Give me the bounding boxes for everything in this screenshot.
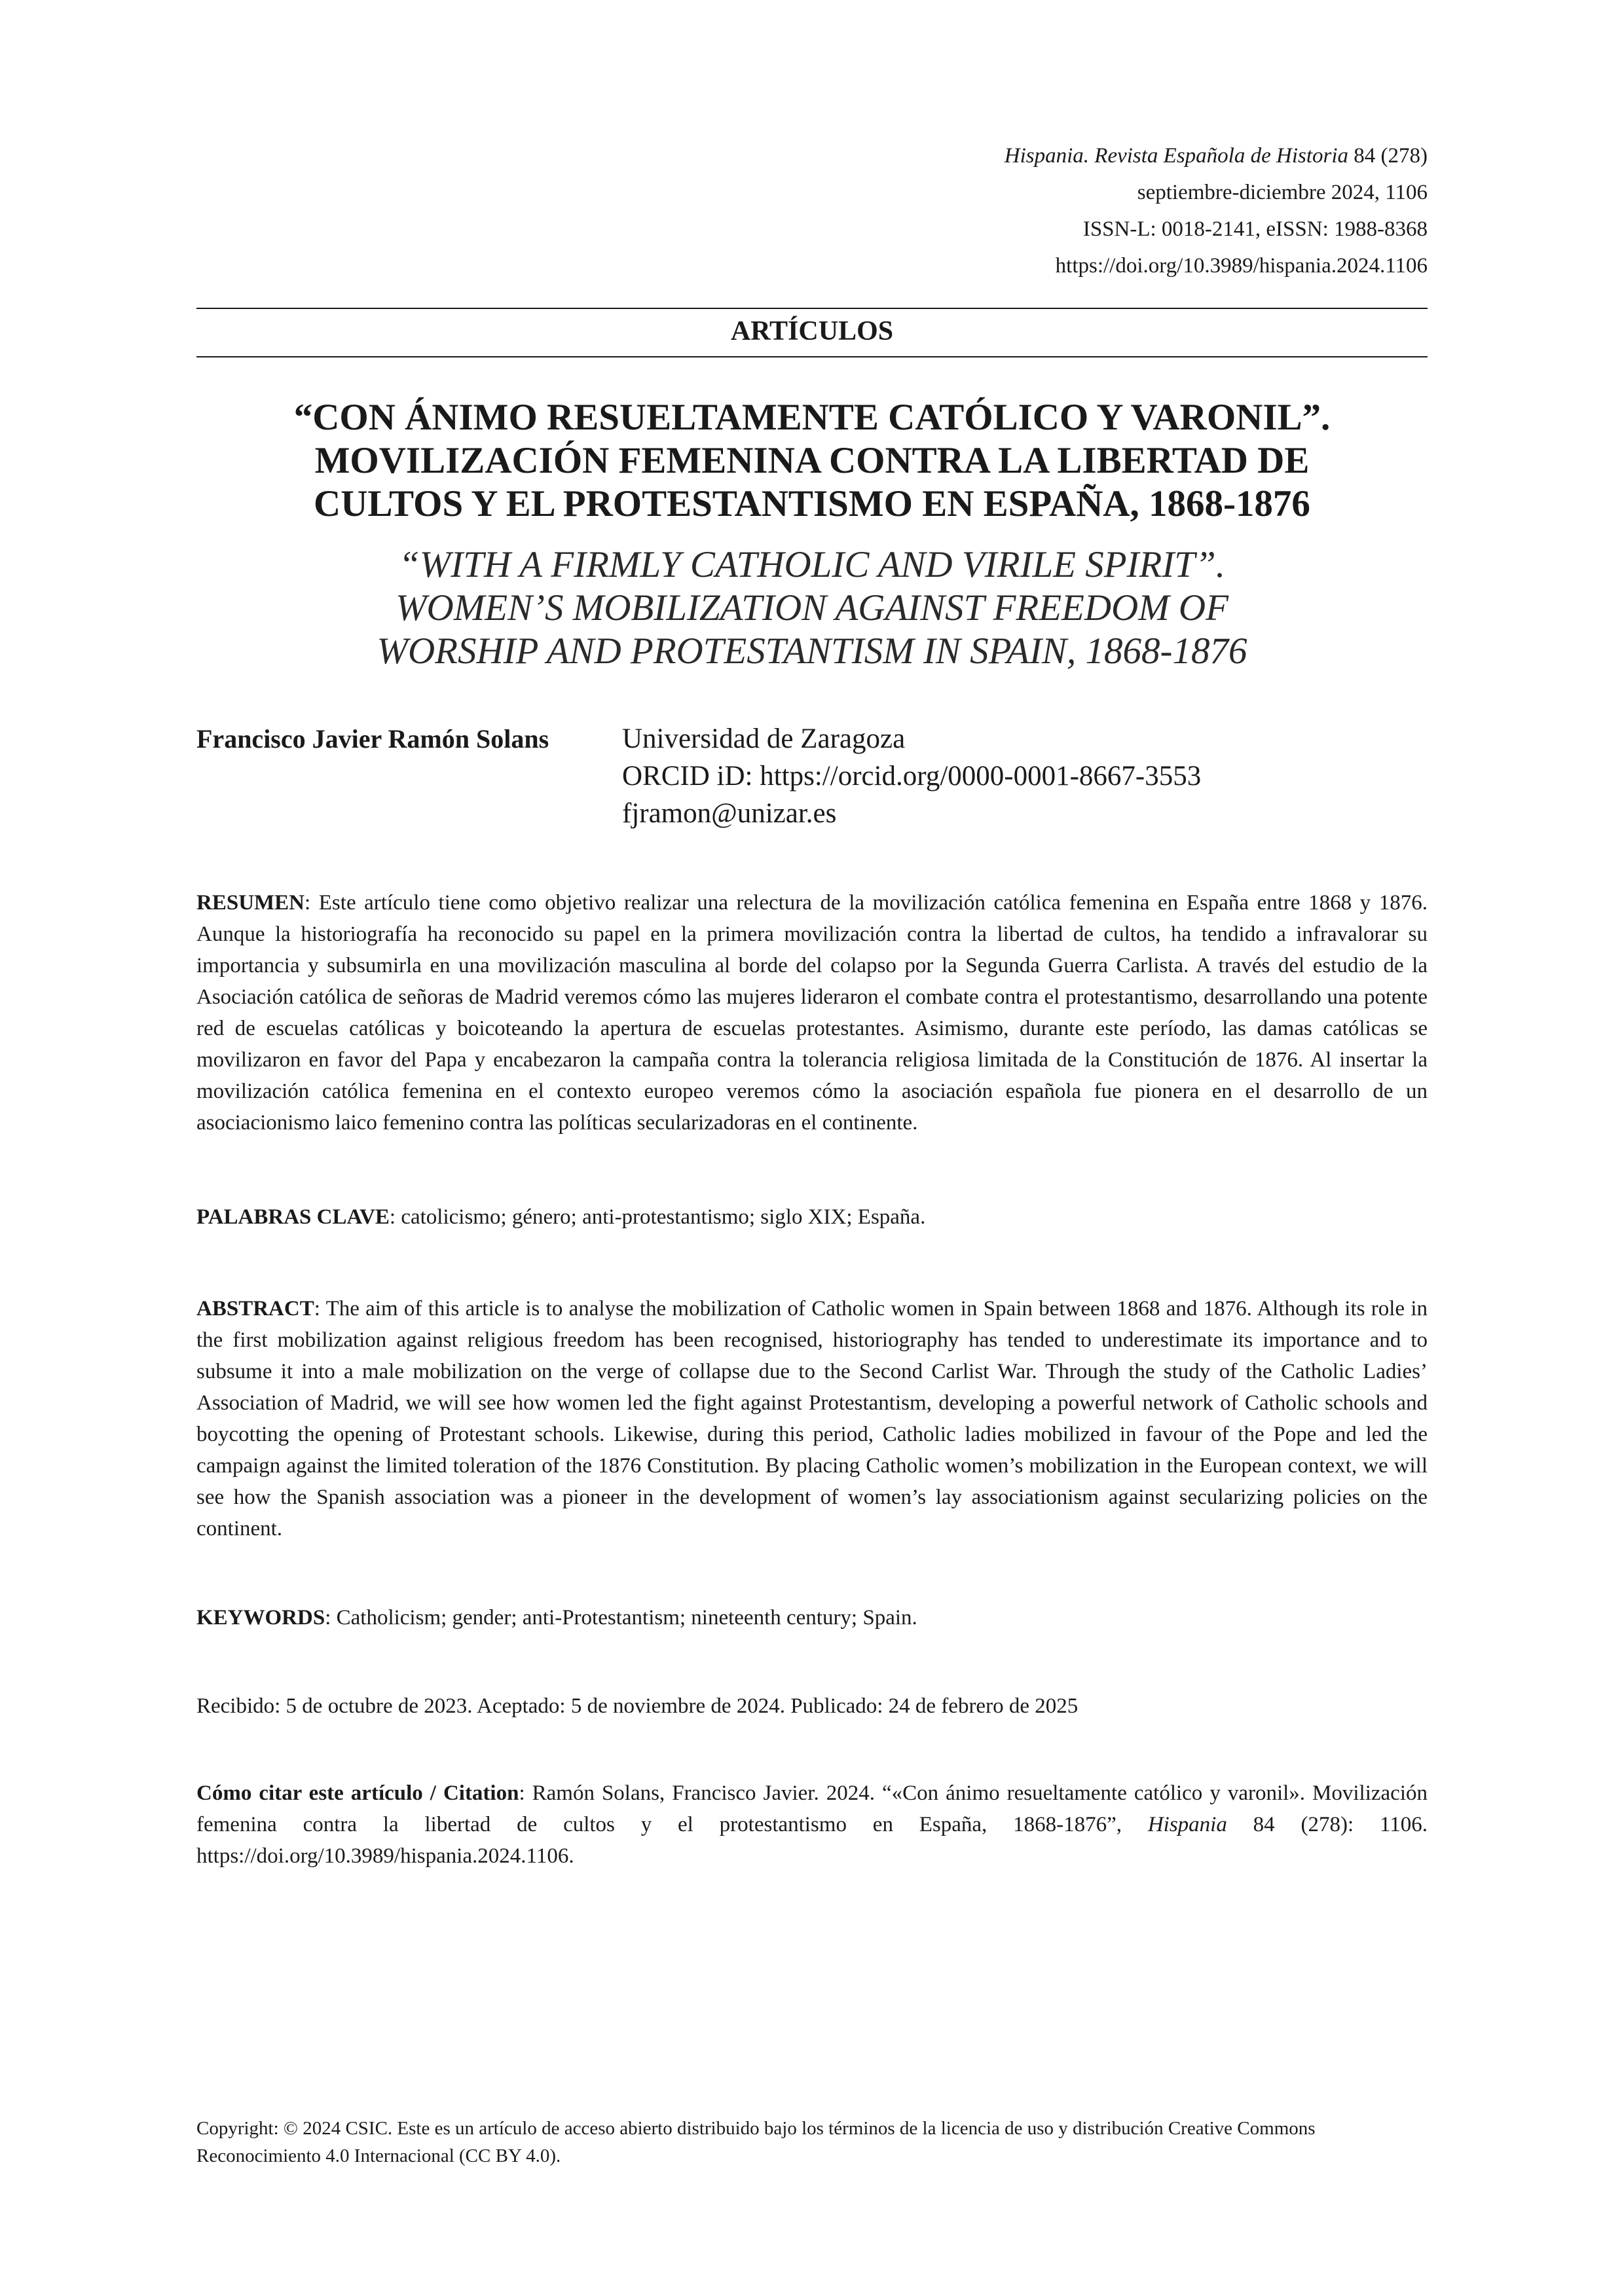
article-page — [196, 0, 1428, 2296]
publication-dates: Recibido: 5 de octubre de 2023. Aceptado: 5 de noviembre de 2024. Publicado: 24 de febrero de 2025 — [196, 1694, 1079, 1718]
journal-name: Hispania. Revista Española de Historia — [1004, 144, 1349, 168]
journal-doi: https://doi.org/10.3989/hispania.2024.1106 — [1055, 254, 1428, 278]
title-es-line: CULTOS Y EL PROTESTANTISMO EN ESPAÑA, 1868-1876 — [314, 483, 1310, 524]
palabras-clave-label: PALABRAS CLAVE — [196, 1205, 390, 1229]
citation-text-after: 84 (278): 1106. https://doi.org/10.3989/hispania.2024.1106. — [196, 1813, 1428, 1868]
journal-volume: 84 (278) — [1354, 144, 1428, 168]
palabras-clave-text: : catolicismo; género; anti-protestantismo; siglo XIX; España. — [389, 1205, 926, 1229]
title-spanish — [196, 396, 1428, 526]
title-english — [196, 543, 1428, 673]
section-heading: ARTÍCULOS — [196, 308, 1428, 357]
author-email: fjramon@unizar.es — [622, 798, 837, 829]
title-es-line: “CON ÁNIMO RESUELTAMENTE CATÓLICO Y VARONIL”. — [293, 397, 1331, 438]
journal-issn: ISSN-L: 0018-2141, eISSN: 1988-8368 — [1082, 217, 1428, 241]
palabras-clave-paragraph — [196, 1201, 1428, 1233]
author-name: Francisco Javier Ramón Solans — [196, 724, 549, 754]
citation-text-before: : Ramón Solans, Francisco Javier. 2024. “«Con ánimo resueltamente católico y varonil». Movilización femenina contra la libertad de cultos y el protestantismo en España, 1868-1876”, — [196, 1781, 1428, 1836]
title-es-line: MOVILIZACIÓN FEMENINA CONTRA LA LIBERTAD DE — [314, 440, 1310, 481]
resumen-label: RESUMEN — [196, 891, 305, 915]
resumen-paragraph — [196, 887, 1428, 1139]
author-orcid: ORCID iD: https://orcid.org/0000-0001-8667-3553 — [622, 761, 1202, 792]
abstract-label: ABSTRACT — [196, 1297, 314, 1321]
journal-header — [1005, 137, 1428, 284]
citation-journal: Hispania — [1147, 1813, 1227, 1836]
journal-issue: septiembre-diciembre 2024, 1106 — [1137, 181, 1428, 204]
citation-label: Cómo citar este artículo / Citation — [196, 1781, 519, 1805]
title-en-line: “WITH A FIRMLY CATHOLIC AND VIRILE SPIRIT”. — [399, 544, 1225, 585]
citation-paragraph — [196, 1777, 1428, 1872]
copyright-footer: Copyright: © 2024 CSIC. Este es un artículo de acceso abierto distribuido bajo los términos de la licencia de uso y distribución Creative Commons Reconocimiento 4.0 Internacional (CC BY 4.0). — [196, 2118, 1316, 2166]
author-institution: Universidad de Zaragoza — [622, 723, 906, 754]
title-en-line: WOMEN’S MOBILIZATION AGAINST FREEDOM OF — [396, 587, 1228, 629]
abstract-paragraph — [196, 1293, 1428, 1544]
keywords-text: : Catholicism; gender; anti-Protestantism; nineteenth century; Spain. — [325, 1606, 917, 1630]
title-en-line: WORSHIP AND PROTESTANTISM IN SPAIN, 1868-1876 — [377, 630, 1247, 672]
abstract-text: : The aim of this article is to analyse the mobilization of Catholic women in Spain between 1868 and 1876. Although its role in the first mobilization against religious freedom has been recognised, historiography has tended to underestimate its importance and to subsume it into a male mobilization on the verge of collapse due to the Second Carlist War. Through the study of the Catholic Ladies’ Association of Madrid, we will see how women led the fight against Protestantism, developing a powerful network of Catholic schools and boycotting the opening of Protestant schools. Likewise, during this period, Catholic ladies mobilized in favour of the Pope and led the campaign against the limited toleration of the 1876 Constitution. By placing Catholic women’s mobilization in the European context, we will see how the Spanish association was a pioneer in the development of women’s lay associationism against secularizing policies on the continent. — [196, 1297, 1428, 1540]
keywords-paragraph — [196, 1602, 1428, 1633]
keywords-label: KEYWORDS — [196, 1606, 325, 1630]
journal-name-line — [1005, 137, 1428, 174]
resumen-text: : Este artículo tiene como objetivo realizar una relectura de la movilización católica femenina en España entre 1868 y 1876. Aunque la historiografía ha reconocido su papel en la primera movilización contra la libertad de cultos, ha tendido a infravalorar su importancia y subsumirla en una movilización masculina al borde del colapso por la Segunda Guerra Carlista. A través del estudio de la Asociación católica de señoras de Madrid veremos cómo las mujeres lideraron el combate contra el protestantismo, desarrollando una potente red de escuelas católicas y boicoteando la apertura de escuelas protestantes. Asimismo, durante este período, las damas católicas se movilizaron en favor del Papa y encabezaron la campaña contra la tolerancia religiosa limitada de la Constitución de 1876. Al insertar la movilización católica femenina en el contexto europeo veremos cómo la asociación española fue pionera en el desarrollo de un asociacionismo laico femenino contra las políticas secularizadoras en el continente. — [196, 891, 1428, 1135]
author-affiliation — [622, 720, 1201, 832]
